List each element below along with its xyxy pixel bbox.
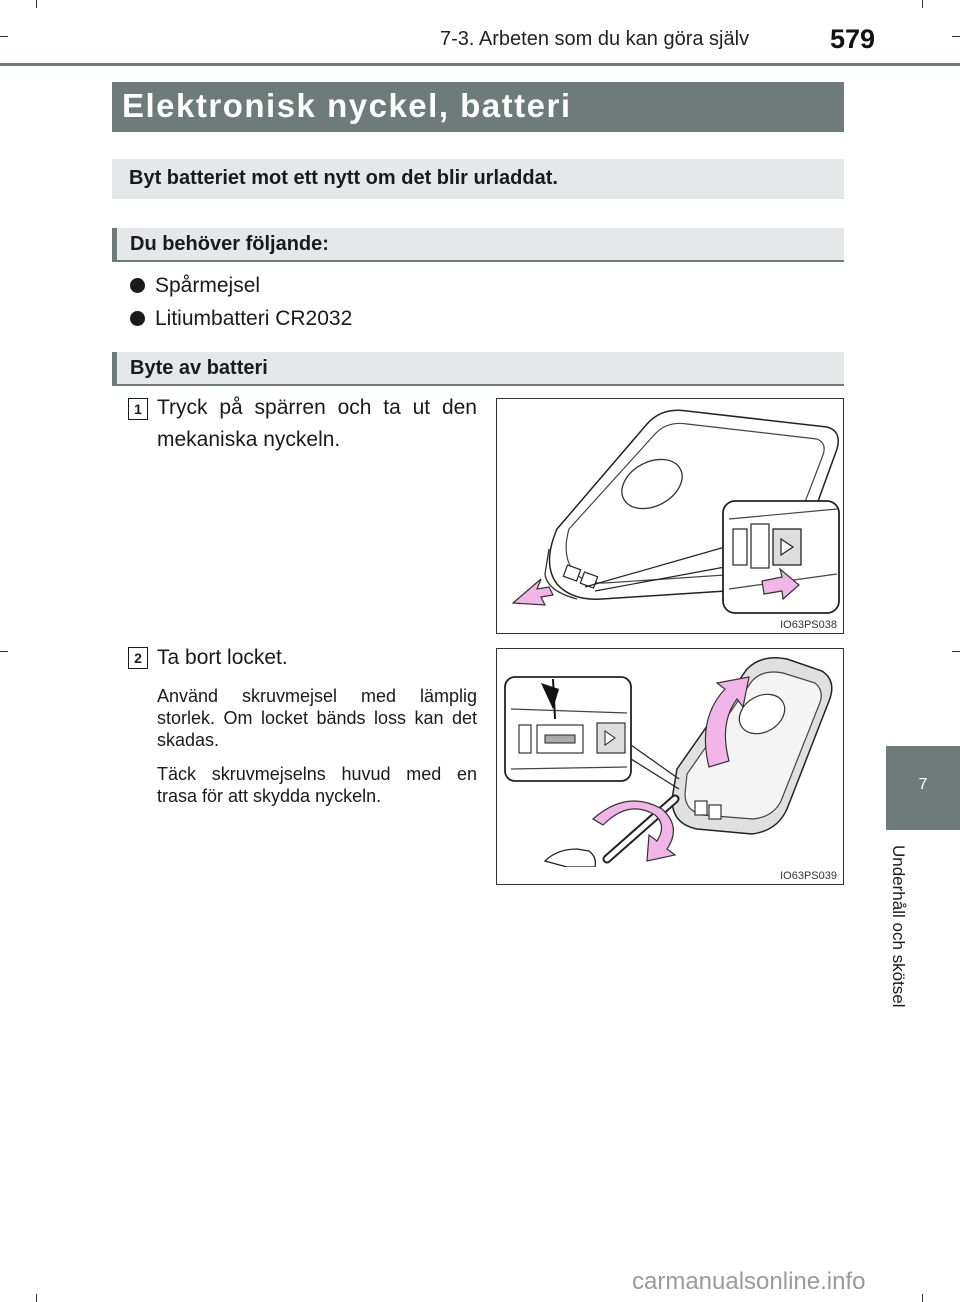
watermark: carmanualsonline.info <box>632 1268 866 1295</box>
needs-item <box>130 274 260 298</box>
crop-mark <box>922 0 923 8</box>
bullet-icon <box>130 278 145 293</box>
page-title: Elektronisk nyckel, batteri <box>122 87 572 124</box>
step-note: Täck skruvmejselns huvud med en trasa för att skydda nyckeln. <box>157 764 477 806</box>
step-text: Tryck på spärren och ta ut den mekaniska nyckeln. <box>157 396 477 451</box>
crop-mark <box>952 36 960 37</box>
figure-code: IO63PS039 <box>780 870 837 882</box>
step-text: Ta bort locket. <box>157 646 288 669</box>
needs-item <box>130 307 352 331</box>
crop-mark <box>36 0 37 8</box>
bullet-icon <box>130 311 145 326</box>
intro-box <box>112 159 844 199</box>
crop-mark <box>922 1294 923 1302</box>
crop-mark <box>952 651 960 652</box>
crop-mark <box>36 1294 37 1302</box>
step-note: Använd skruvmejsel med lämplig storlek. Om locket bänds loss kan det skadas. <box>157 686 477 750</box>
crop-mark <box>0 651 8 652</box>
needs-heading-bar <box>112 228 844 262</box>
chapter-label: Underhåll och skötsel <box>889 845 908 1008</box>
needs-item-label: Spårmejsel <box>155 274 261 297</box>
step-number: 1 <box>128 398 148 420</box>
replace-heading-bar <box>112 352 844 386</box>
crop-mark <box>0 36 8 37</box>
page-number: 579 <box>830 24 876 54</box>
key-release-illustration <box>497 399 842 615</box>
needs-heading: Du behöver följande: <box>130 233 329 255</box>
needs-item-label: Litiumbatteri CR2032 <box>155 307 353 330</box>
chapter-tab <box>886 746 960 830</box>
header-section-title: 7-3. Arbeten som du kan göra själv <box>440 28 750 50</box>
header-rule <box>0 63 960 66</box>
intro-text: Byt batteriet mot ett nytt om det blir urladdat. <box>129 167 558 189</box>
step-number: 2 <box>128 647 148 669</box>
figure-key-release <box>496 398 844 634</box>
chapter-label-wrap <box>888 845 928 1045</box>
figure-cover-removal <box>496 648 844 885</box>
cover-removal-illustration <box>497 649 842 867</box>
chapter-number: 7 <box>918 776 928 793</box>
figure-code: IO63PS038 <box>780 619 837 631</box>
title-bar <box>112 82 844 132</box>
replace-heading: Byte av batteri <box>130 357 268 379</box>
